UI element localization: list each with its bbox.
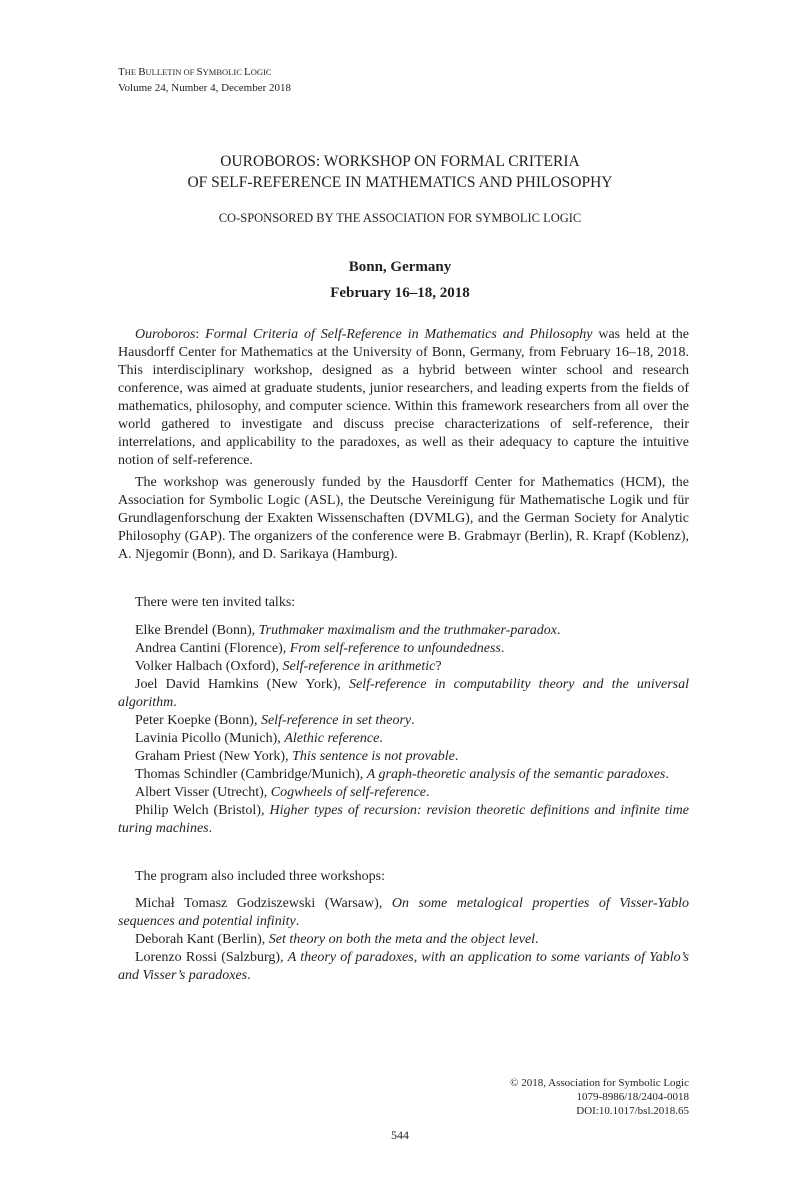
talk-item: Volker Halbach (Oxford), Self-reference in arithmetic? — [135, 659, 442, 674]
journal-name: THE BULLETIN OF SYMBOLIC LOGIC — [118, 66, 272, 78]
talk-item: Elke Brendel (Bonn), Truthmaker maximalism and the truthmaker-paradox. — [135, 623, 561, 638]
talk-item: Philip Welch (Bristol), Higher types of recursion: revision theoretic definitions and infinite time turing machines. — [118, 803, 689, 836]
workshop-item: Deborah Kant (Berlin), Set theory on both the meta and the object level. — [135, 932, 539, 947]
event-dates: February 16–18, 2018 — [330, 285, 470, 301]
talk-item: Andrea Cantini (Florence), From self-reference to unfoundedness. — [135, 641, 505, 656]
talk-item: Peter Koepke (Bonn), Self-reference in set theory. — [135, 713, 415, 728]
workshop-item: Lorenzo Rossi (Salzburg), A theory of paradoxes, with an application to some variants of Yablo’s and Visser’s paradoxes. — [118, 950, 689, 983]
invited-talks-heading: There were ten invited talks: — [135, 595, 296, 610]
talk-item: Albert Visser (Utrecht), Cogwheels of self-reference. — [135, 785, 430, 800]
talk-item: Thomas Schindler (Cambridge/Munich), A graph-theoretic analysis of the semantic paradoxes. — [135, 767, 669, 782]
event-location: Bonn, Germany — [348, 259, 452, 275]
issn-line: 1079-8986/18/2404-0018 — [576, 1091, 689, 1103]
workshop-item: Michał Tomasz Godziszewski (Warsaw), On some metalogical properties of Visser-Yablo sequences and potential infinity. — [118, 896, 689, 929]
talk-item: Graham Priest (New York), This sentence is not provable. — [135, 749, 459, 764]
workshops-list — [118, 895, 689, 985]
journal-header — [118, 64, 291, 96]
copyright-line: © 2018, Association for Symbolic Logic — [510, 1077, 689, 1089]
doi-line: DOI:10.1017/bsl.2018.65 — [576, 1105, 689, 1117]
page-number: 544 — [391, 1128, 409, 1142]
talk-item: Joel David Hamkins (New York), Self-reference in computability theory and the universal algorithm. — [118, 677, 689, 710]
title-line-1: OUROBOROS: WORKSHOP ON FORMAL CRITERIA — [220, 153, 580, 170]
intro-paragraph-1: Ouroboros: Formal Criteria of Self-Reference in Mathematics and Philosophy was held at the Hausdorff Center for Mathematics at the University of Bonn, Germany, from February 16–18, 2018. This interdisciplinary workshop, designed as a hybrid between winter school and research conference, was aimed at graduate students, junior researchers, and leading experts from the fields of mathematics, philosophy, and computer science. Within this framework researchers from all over the world gathered to investigate and discuss precise characterizations of self-reference, their interrelations, and applicability to the paradoxes, as well as their adequacy to capture the intuitive notion of self-reference. — [118, 327, 689, 468]
journal-volume: Volume 24, Number 4, December 2018 — [118, 82, 292, 94]
talk-item: Lavinia Picollo (Munich), Alethic reference. — [135, 731, 383, 746]
cosponsor-line: CO-SPONSORED BY THE ASSOCIATION FOR SYMBOLIC LOGIC — [218, 211, 582, 225]
invited-talks-list — [118, 622, 689, 838]
copyright-block — [510, 1076, 689, 1118]
title-line-2: OF SELF-REFERENCE IN MATHEMATICS AND PHILOSOPHY — [187, 174, 613, 191]
workshops-heading: The program also included three workshops: — [135, 869, 385, 884]
intro-paragraph-2: The workshop was generously funded by the Hausdorff Center for Mathematics (HCM), the Association for Symbolic Logic (ASL), the Deutsche Vereinigung für Mathematische Logik und für Grundlagenforschung der Exakten Wissenschaften (DVMLG), and the German Society for Analytic Philosophy (GAP). The organizers of the conference were B. Grabmayr (Berlin), R. Krapf (Koblenz), A. Njegomir (Bonn), and D. Sarikaya (Hamburg). — [118, 475, 689, 562]
